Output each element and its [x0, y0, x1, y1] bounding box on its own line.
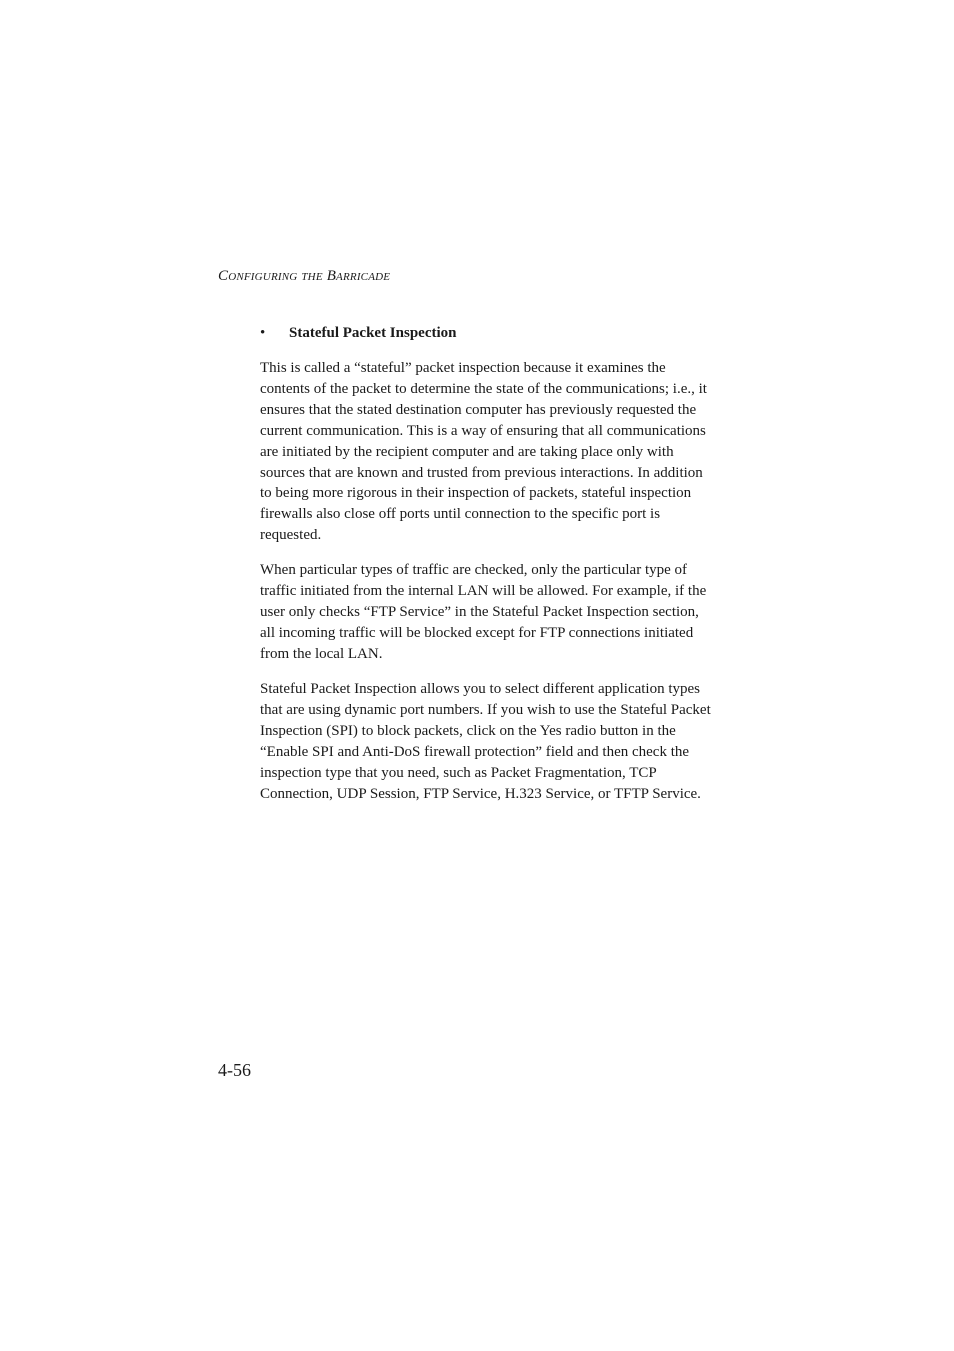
- paragraph-line: traffic initiated from the internal LAN will be allowed. For example, if the: [260, 582, 707, 599]
- running-header: Configuring the Barricade: [218, 268, 391, 284]
- page-number: 4-56: [218, 1060, 251, 1080]
- paragraph-line: that are using dynamic port numbers. If you wish to use the Stateful Packet: [260, 701, 711, 718]
- paragraph-line: sources that are known and trusted from previous interactions. In addition: [260, 464, 703, 481]
- paragraph-traffic-types: [260, 560, 730, 665]
- section-heading: Stateful Packet Inspection: [289, 325, 457, 341]
- paragraph-line: are initiated by the recipient computer and are taking place only with: [260, 443, 674, 460]
- paragraph-line: current communication. This is a way of ensuring that all communications: [260, 422, 706, 439]
- paragraph-line: ensures that the stated destination computer has previously requested the: [260, 401, 697, 418]
- section-heading-row: [260, 325, 457, 342]
- paragraph-line: to being more rigorous in their inspection of packets, stateful inspection: [260, 485, 692, 502]
- paragraph-line: from the local LAN.: [260, 645, 383, 662]
- paragraph-line: “Enable SPI and Anti-DoS firewall protection” field and then check the: [260, 743, 690, 760]
- paragraph-line: This is called a “stateful” packet inspection because it examines the: [260, 360, 666, 376]
- paragraph-line: user only checks “FTP Service” in the Stateful Packet Inspection section,: [260, 603, 699, 620]
- paragraph-stateful-definition: [260, 358, 730, 546]
- paragraph-spi-usage: [260, 679, 730, 804]
- paragraph-line: Stateful Packet Inspection allows you to select different application types: [260, 681, 701, 697]
- paragraph-line: When particular types of traffic are checked, only the particular type of: [260, 562, 688, 578]
- paragraph-line: firewalls also close off ports until connection to the specific port is: [260, 506, 661, 523]
- paragraph-line: inspection type that you need, such as Packet Fragmentation, TCP: [260, 764, 657, 781]
- paragraph-line: all incoming traffic will be blocked except for FTP connections initiated: [260, 624, 694, 641]
- paragraph-line: Inspection (SPI) to block packets, click on the Yes radio button in the: [260, 722, 676, 739]
- paragraph-line: Connection, UDP Session, FTP Service, H.323 Service, or TFTP Service.: [260, 785, 701, 802]
- bullet-marker: •: [260, 325, 266, 341]
- paragraph-line: requested.: [260, 527, 322, 544]
- paragraph-line: contents of the packet to determine the state of the communications; i.e., it: [260, 380, 707, 397]
